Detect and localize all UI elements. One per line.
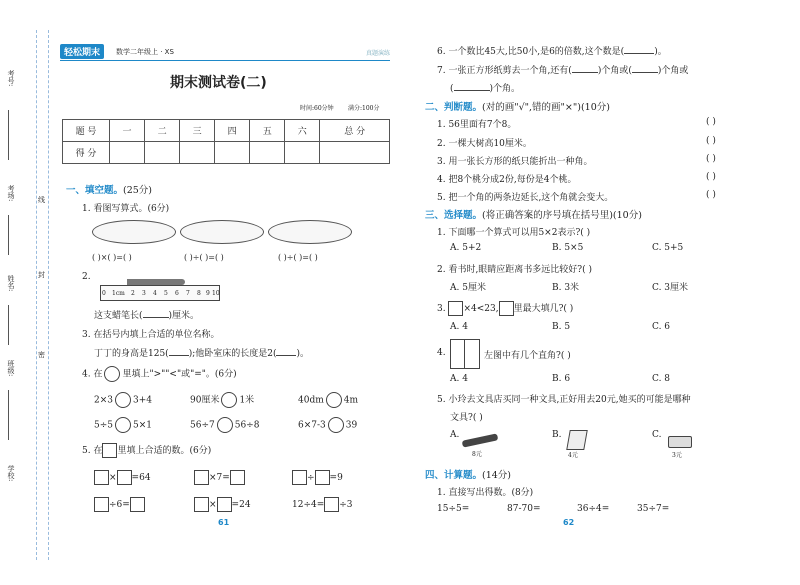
q1-7-part-a: 7. 一张正方形纸剪去一个角,还有( [437, 66, 572, 76]
choice-option[interactable]: B. [552, 430, 562, 440]
page-number-left: 61 [218, 518, 230, 527]
ruler-tick-5: 5 [164, 290, 168, 297]
q1-5-item [94, 497, 145, 512]
ruler-tick-1: 1cm [112, 290, 125, 297]
choice-option[interactable]: C. 5+5 [652, 243, 684, 253]
choice-option[interactable]: C. 8 [652, 374, 671, 384]
header [60, 44, 390, 60]
q1-5-op: ÷ [307, 473, 315, 483]
q1-3-part-b: );他卧室床的长度是2( [188, 349, 277, 359]
answer-box[interactable] [230, 470, 245, 485]
page-title: 期末测试卷(二) [170, 75, 267, 91]
q1-4-right: 56÷8 [234, 420, 260, 431]
q1-5-op: =24 [231, 500, 251, 510]
choice-q4-num: 4. [437, 348, 446, 358]
table-cell: 三 [180, 120, 215, 142]
choice-q5-line2: 文具?( ) [450, 413, 483, 423]
section-2-heading [425, 99, 610, 113]
answer-box[interactable] [324, 497, 339, 512]
q1-7-part-b: )个角或( [597, 66, 632, 76]
circle-icon [104, 366, 120, 382]
section-1-title: 一、填空题。 [66, 185, 124, 196]
square-icon [102, 443, 117, 458]
table-cell: 得 分 [63, 142, 110, 164]
answer-box[interactable] [315, 470, 330, 485]
square-icon [448, 301, 463, 316]
q1-5-prefix: 5. 在 [82, 446, 103, 456]
choice-option[interactable]: A. 4 [450, 374, 468, 384]
binding-strip [0, 0, 60, 585]
q1-4-item [190, 417, 259, 433]
price-label: 4元 [568, 452, 578, 459]
judge-paren[interactable]: ( ) [706, 172, 716, 182]
q1-2-number: 2. [82, 272, 91, 282]
q1-4-item [94, 417, 152, 433]
name-label: 姓名: [7, 275, 15, 292]
q1-3-blank-2[interactable] [276, 355, 296, 356]
choice-option[interactable]: A. 5+2 [450, 243, 482, 253]
section-2-title: 二、判断题。 [425, 102, 483, 113]
q1-5-op: 12÷4= [292, 500, 325, 510]
q1-4-suffix: 里填上">""<"或"="。(6分) [122, 369, 237, 380]
q1-6-blank[interactable] [624, 53, 654, 54]
choice-option[interactable]: B. 5×5 [552, 243, 584, 253]
choice-option[interactable]: A. 5厘米 [450, 283, 486, 293]
seal-mark-secret: 密 [38, 351, 45, 359]
section-2-rest: (对的画"√",错的画"×")(10分) [482, 102, 610, 113]
q1-7-blank-2[interactable] [632, 72, 658, 73]
q1-6-text: 6. 一个数比45大,比50小,是6的倍数,这个数是( [437, 47, 625, 57]
q1-5-prompt [82, 443, 211, 458]
answer-box[interactable] [94, 497, 109, 512]
q1-4-right: 1米 [239, 395, 255, 406]
apple-group-2 [180, 220, 264, 244]
choice-q5-line1: 5. 小玲去文具店买同一种文具,正好用去20元,她买的可能是哪种 [437, 395, 691, 405]
notebook-icon [566, 430, 588, 450]
q1-2-unit: )厘米。 [168, 311, 200, 321]
q1-7-blank-1[interactable] [572, 72, 598, 73]
judge-paren[interactable]: ( ) [706, 117, 716, 127]
score-cell[interactable] [145, 142, 180, 164]
ruler-tick-7: 7 [186, 290, 190, 297]
answer-box[interactable] [130, 497, 145, 512]
full-score-label: 满分:100分 [348, 105, 380, 112]
score-table [62, 119, 390, 164]
score-cell[interactable] [320, 142, 390, 164]
section-3-title: 三、选择题。 [425, 210, 483, 221]
q1-5-item [94, 470, 151, 485]
answer-box[interactable] [292, 470, 307, 485]
q1-7 [437, 63, 688, 76]
compare-circle[interactable] [221, 392, 237, 408]
q1-4-right: 5×1 [133, 420, 152, 431]
q1-3-part-c: )。 [296, 349, 309, 359]
score-cell[interactable] [110, 142, 145, 164]
q1-3-blank-1[interactable] [169, 355, 189, 356]
q1-4-prefix: 4. 在 [82, 369, 103, 380]
choice-q4-text: 左图中有几个直角?( ) [484, 351, 571, 361]
eraser-icon [668, 436, 692, 448]
choice-q3-mid: ×4<23, [463, 304, 499, 314]
judge-paren[interactable]: ( ) [706, 154, 716, 164]
choice-option[interactable]: C. [652, 430, 662, 440]
judge-item: 4. 把8个桃分成2份,每份是4个桃。 [437, 175, 577, 185]
q1-4-left: 40dm [298, 395, 324, 406]
q1-6 [437, 44, 667, 57]
q1-7-blank-3[interactable] [454, 90, 490, 91]
q1-4-right: 39 [345, 420, 358, 431]
score-table-score-row [63, 142, 390, 164]
ruler-tick-2: 2 [131, 290, 135, 297]
section-1-heading [66, 182, 152, 196]
choice-option[interactable]: B. 3米 [552, 283, 580, 293]
rectangle-figure [450, 339, 480, 369]
q1-1-expr-1[interactable]: ( )×( )=( ) [92, 253, 132, 262]
q1-6-end: )。 [654, 47, 667, 57]
calc-item[interactable]: 36÷4= [577, 504, 610, 514]
choice-option[interactable]: B. 6 [552, 374, 571, 384]
q1-5-op: ÷3 [339, 500, 353, 510]
apple-group-1 [92, 220, 176, 244]
q1-1-prompt: 1. 看图写算式。(6分) [82, 204, 170, 214]
q1-4-left: 90厘米 [190, 395, 220, 406]
q1-5-item [292, 497, 353, 512]
q1-5-op: ×7= [209, 473, 230, 483]
table-cell: 二 [145, 120, 180, 142]
choice-q1: 1. 下面哪一个算式可以用5×2表示?( ) [437, 228, 591, 238]
choice-option[interactable]: A. [450, 430, 460, 440]
apple-group-3 [268, 220, 352, 244]
ruler-tick-10: 10 [212, 290, 220, 297]
calc-item[interactable]: 35÷7= [637, 504, 670, 514]
q1-4-right: 3+4 [133, 395, 152, 406]
score-cell[interactable] [250, 142, 285, 164]
q1-1-expr-2[interactable]: ( )÷( )=( ) [184, 253, 224, 262]
table-cell: 六 [285, 120, 320, 142]
table-cell: 四 [215, 120, 250, 142]
table-cell: 五 [250, 120, 285, 142]
choice-q3-end: 里最大填几?( ) [513, 304, 574, 314]
q1-5-item [194, 497, 251, 512]
section-3-heading [425, 207, 642, 221]
judge-paren[interactable]: ( ) [706, 190, 716, 200]
q1-4-item [298, 392, 358, 408]
q1-5-op: =9 [329, 473, 343, 483]
answer-box[interactable] [94, 470, 109, 485]
q1-4-left: 5÷5 [94, 420, 113, 431]
q1-4-item [190, 392, 254, 408]
choice-q2: 2. 看书时,眼睛应距离书多远比较好?( ) [437, 265, 593, 275]
logo: 轻松期末 [60, 44, 104, 59]
score-cell[interactable] [215, 142, 250, 164]
section-4-points: (14分) [482, 470, 512, 481]
q1-5-suffix: 里填上合适的数。(6分) [117, 446, 212, 456]
answer-box[interactable] [217, 497, 232, 512]
q1-4-left: 6×7-3 [298, 420, 326, 431]
q1-5-op: × [209, 500, 217, 510]
choice-q3-num: 3. [437, 304, 446, 314]
table-cell: 一 [110, 120, 145, 142]
q1-3-prompt: 3. 在括号内填上合适的单位名称。 [82, 330, 220, 340]
crayon-icon [127, 279, 185, 285]
seal-mark-line: 线 [38, 196, 45, 204]
page-number-right: 62 [563, 518, 575, 527]
time-label: 时间:60分钟 [300, 105, 334, 112]
q1-1-expr-3[interactable]: ( )÷( )=( ) [278, 253, 318, 262]
choice-option[interactable]: B. 5 [552, 322, 571, 332]
q1-4-item [298, 417, 357, 433]
q1-7-part-e: )个角。 [489, 84, 521, 94]
table-cell: 总 分 [320, 120, 390, 142]
table-cell: 题 号 [63, 120, 110, 142]
choice-q3 [437, 301, 573, 316]
ruler-tick-6: 6 [175, 290, 179, 297]
score-cell[interactable] [180, 142, 215, 164]
choice-option[interactable]: A. 4 [450, 322, 468, 332]
series-label: 数学二年级上 · XS [116, 48, 174, 56]
judge-item: 1. 56里面有7个8。 [437, 120, 517, 130]
answer-box[interactable] [194, 470, 209, 485]
section-4-title: 四、计算题。 [425, 470, 483, 481]
q1-5-op: × [109, 473, 117, 483]
q1-7-part-d: ( [450, 84, 454, 94]
judge-item: 3. 用一张长方形的纸只能折出一种角。 [437, 157, 593, 167]
ruler-tick-0: 0 [102, 290, 106, 297]
q1-2-text: 这支蜡笔长( [94, 311, 143, 321]
q1-7-part-c: )个角或 [657, 66, 689, 76]
section-3-rest: (将正确答案的序号填在括号里)(10分) [482, 210, 642, 221]
compare-circle[interactable] [115, 392, 131, 408]
header-rule [60, 60, 390, 61]
answer-box[interactable] [117, 470, 132, 485]
q1-2-blank[interactable] [143, 317, 169, 318]
tag-label: 真题演练 [365, 50, 390, 57]
q1-7-cont [450, 81, 520, 94]
compare-circle[interactable] [328, 417, 344, 433]
exam-room-label: 考场: [7, 185, 15, 202]
section-4-heading [425, 467, 511, 481]
ruler-tick-9: 9 [206, 290, 210, 297]
square-icon [499, 301, 514, 316]
q1-2-answer-line [94, 308, 199, 321]
calc-q1: 1. 直接写出得数。(8分) [437, 488, 534, 498]
score-table-header-row [63, 120, 390, 142]
q1-4-item [94, 392, 152, 408]
compare-circle[interactable] [115, 417, 131, 433]
pen-icon [462, 433, 499, 447]
q1-4-left: 2×3 [94, 395, 113, 406]
q1-5-op: =64 [131, 473, 151, 483]
answer-box[interactable] [194, 497, 209, 512]
q1-3-line [94, 346, 309, 359]
judge-item: 2. 一棵大树高10厘米。 [437, 139, 532, 149]
q1-5-item [292, 470, 343, 485]
judge-item: 5. 把一个角的两条边延长,这个角就会变大。 [437, 193, 614, 203]
seal-mark-seal: 封 [38, 271, 45, 279]
ruler-tick-3: 3 [142, 290, 146, 297]
exam-number-label: 考号: [7, 70, 15, 87]
q1-3-part-a: 丁丁的身高是125( [94, 349, 169, 359]
class-label: 班级: [7, 360, 15, 377]
ruler-tick-8: 8 [197, 290, 201, 297]
q1-5-item [194, 470, 245, 485]
score-cell[interactable] [285, 142, 320, 164]
ruler-tick-4: 4 [153, 290, 157, 297]
q1-4-left: 56÷7 [190, 420, 215, 431]
section-1-points: (25分) [123, 185, 153, 196]
q1-4-prompt [82, 366, 237, 382]
school-label: 学校: [7, 465, 15, 482]
calc-item[interactable]: 15÷5= [437, 504, 470, 514]
price-label: 3元 [672, 452, 682, 459]
q1-4-right: 4m [343, 395, 359, 406]
choice-option[interactable]: C. 3厘米 [652, 283, 689, 293]
price-label: 8元 [472, 451, 482, 458]
judge-paren[interactable]: ( ) [706, 136, 716, 146]
q1-5-op: ÷6= [109, 500, 130, 510]
compare-circle[interactable] [217, 417, 233, 433]
compare-circle[interactable] [326, 392, 342, 408]
calc-item[interactable]: 87-70= [507, 504, 541, 514]
choice-option[interactable]: C. 6 [652, 322, 671, 332]
